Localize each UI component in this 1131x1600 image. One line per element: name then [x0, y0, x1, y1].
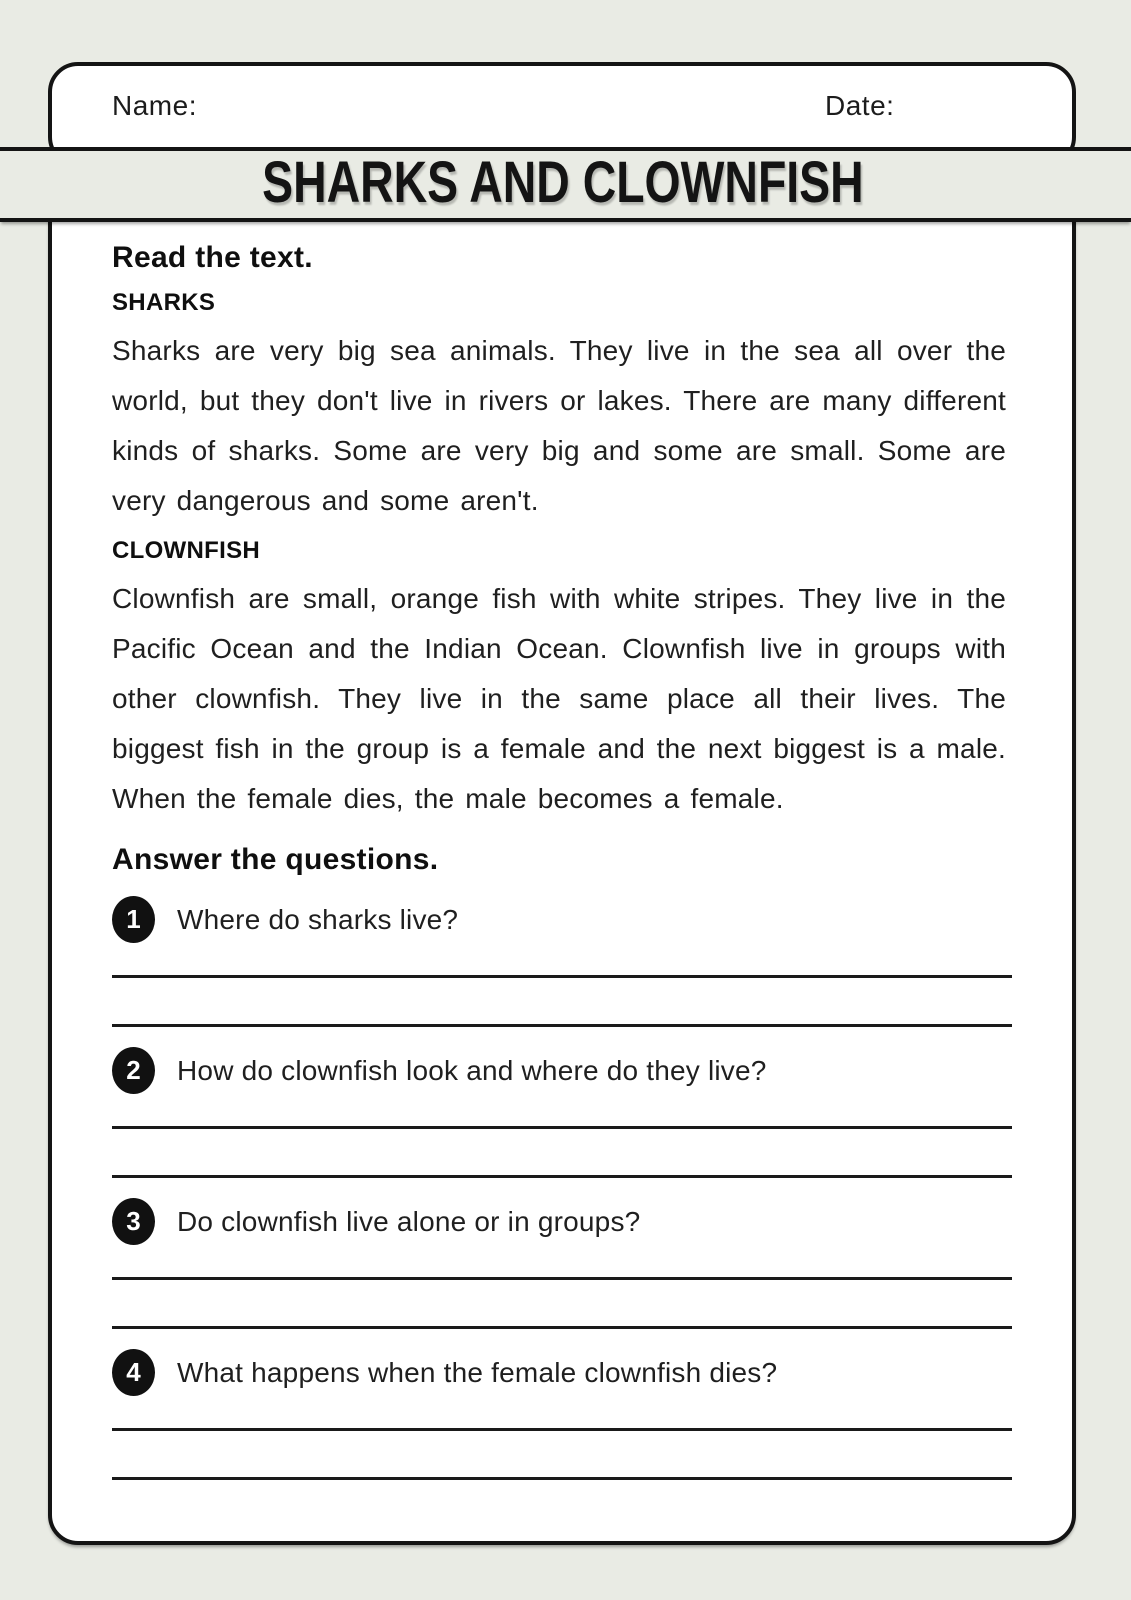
question-3-text: Do clownfish live alone or in groups? [177, 1205, 641, 1237]
read-instruction: Read the text. [112, 241, 313, 274]
answer-line[interactable] [112, 1477, 1012, 1480]
name-date-row [52, 66, 1072, 151]
worksheet-body [48, 160, 1076, 1545]
passage-sharks [112, 290, 1006, 526]
passage-clownfish [112, 538, 1006, 824]
title-band [0, 147, 1131, 222]
date-field[interactable] [912, 90, 1062, 124]
answer-instruction: Answer the questions. [112, 843, 439, 876]
question-2-row [112, 1047, 1006, 1094]
answer-line[interactable] [112, 975, 1012, 978]
passage-heading-sharks: SHARKS [112, 289, 216, 316]
passage-heading-clownfish: CLOWNFISH [112, 537, 261, 564]
answer-line[interactable] [112, 1024, 1012, 1027]
question-1-row [112, 896, 1006, 943]
answer-line[interactable] [112, 1277, 1012, 1280]
page-title: SHARKS AND CLOWNFISH [261, 150, 864, 215]
question-2 [112, 1047, 1006, 1178]
date-label: Date: [825, 90, 895, 121]
question-1-text: Where do sharks live? [177, 903, 459, 935]
worksheet-content [52, 164, 1072, 1480]
question-4-text: What happens when the female clownfish dies? [177, 1356, 778, 1388]
question-3 [112, 1198, 1006, 1329]
name-field[interactable] [217, 90, 777, 124]
question-1-number-badge: 1 [112, 896, 155, 943]
answer-line[interactable] [112, 1126, 1012, 1129]
answer-line[interactable] [112, 1326, 1012, 1329]
question-4-row [112, 1349, 1006, 1396]
question-4 [112, 1349, 1006, 1480]
question-1 [112, 896, 1006, 1027]
passage-text-clownfish: Clownfish are small, orange fish with white stripes. They live in the Pacific Ocean and the Indian Ocean. Clownfish live in groups with other clownfish. They live in the same place all their lives. The biggest fish in the group is a female and the next biggest is a male. When the female dies, the male becomes a female. [112, 583, 1006, 814]
passage-text-sharks: Sharks are very big sea animals. They live in the sea all over the world, but they don't live in rivers or lakes. There are many different kinds of sharks. Some are very big and some are small. Some are very dangerous and some aren't. [112, 335, 1006, 516]
question-2-text: How do clownfish look and where do they live? [177, 1054, 767, 1086]
question-3-row [112, 1198, 1006, 1245]
question-3-number-badge: 3 [112, 1198, 155, 1245]
answer-line[interactable] [112, 1175, 1012, 1178]
name-label: Name: [112, 90, 197, 121]
question-4-number-badge: 4 [112, 1349, 155, 1396]
answer-line[interactable] [112, 1428, 1012, 1431]
question-2-number-badge: 2 [112, 1047, 155, 1094]
